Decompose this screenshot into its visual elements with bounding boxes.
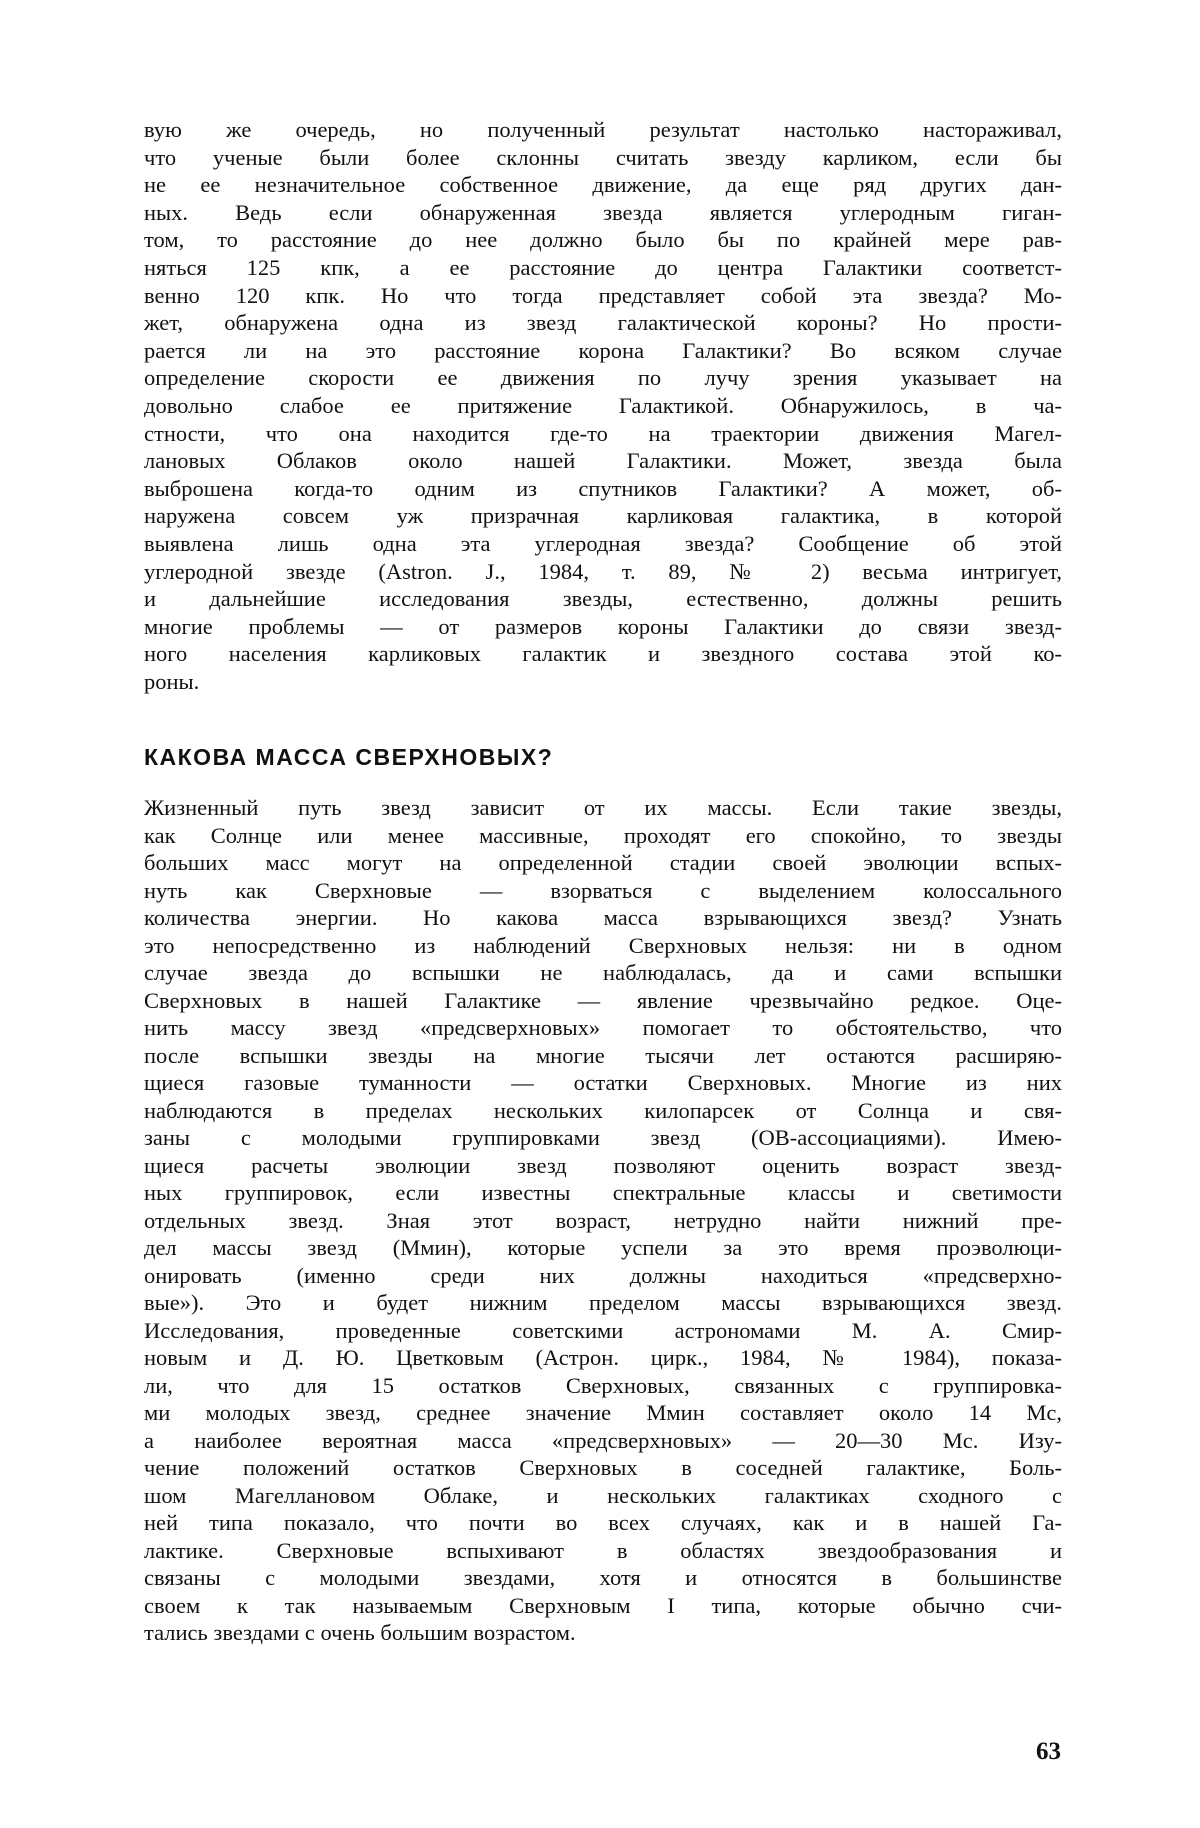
text-line: новым и Д. Ю. Цветковым (Астрон. цирк., 1984, № 1984), показа- bbox=[144, 1345, 1062, 1370]
text-line: наружена совсем уж призрачная карликовая галактика, в которой bbox=[144, 503, 1062, 529]
text-line: случае звезда до вспышки не наблюдалась, да и сами вспышки bbox=[144, 960, 1062, 985]
text-line: няться 125 кпк, а ее расстояние до центра Галактики соответст- bbox=[144, 254, 1062, 280]
text-line: ли, что для 15 остатков Сверхновых, связанных с группировка- bbox=[144, 1372, 1062, 1398]
text-line: чение положений остатков Сверхновых в соседней галактике, Боль- bbox=[144, 1455, 1062, 1480]
text-line: ней типа показало, что почти во всех случаях, как и в нашей Га- bbox=[144, 1510, 1062, 1535]
text-line: как Солнце или менее массивные, проходят его спокойно, то звезды bbox=[144, 822, 1062, 848]
text-line: лановых Облаков около нашей Галактики. Может, звезда была bbox=[144, 448, 1062, 474]
text-line: наблюдаются в пределах нескольких килопарсек от Солнца и свя- bbox=[144, 1097, 1062, 1123]
text-line: ных. Ведь если обнаруженная звезда является углеродным гиган- bbox=[144, 199, 1062, 225]
text-line: после вспышки звезды на многие тысячи лет остаются расширяю- bbox=[144, 1042, 1062, 1068]
text-line: венно 120 кпк. Но что тогда представляет собой эта звезда? Мо- bbox=[144, 282, 1062, 308]
text-line: нуть как Сверхновые — взорваться с выделением колоссального bbox=[144, 877, 1062, 903]
page-number: 63 bbox=[1036, 1738, 1061, 1765]
text-line: тались звездами с очень большим возрастом. bbox=[144, 1620, 576, 1645]
text-line: вую же очередь, но полученный результат настолько настораживал, bbox=[144, 117, 1062, 142]
text-line: нить массу звезд «предсверхновых» помогает то обстоятельство, что bbox=[144, 1015, 1062, 1040]
text-line: отдельных звезд. Зная этот возраст, нетрудно найти нижний пре- bbox=[144, 1207, 1062, 1233]
text-line: своем к так называемым Сверхновым I типа, которые обычно счи- bbox=[144, 1592, 1062, 1618]
section-paragraph bbox=[144, 794, 1062, 1647]
top-paragraph-block bbox=[144, 116, 1062, 695]
text-line: выявлена лишь одна эта углеродная звезда? Сообщение об этой bbox=[144, 530, 1062, 556]
text-line: и дальнейшие исследования звезды, естественно, должны решить bbox=[144, 586, 1062, 612]
text-line: онировать (именно среди них должны находиться «предсверхно- bbox=[144, 1262, 1062, 1288]
text-line: что ученые были более склонны считать звезду карликом, если бы bbox=[144, 144, 1062, 170]
section-heading: КАКОВА МАССА СВЕРХНОВЫХ? bbox=[144, 744, 554, 770]
text-line: Жизненный путь звезд зависит от их массы. Если такие звезды, bbox=[144, 795, 1062, 820]
text-line: а наиболее вероятная масса «предсверхновых» — 20—30 Mс. Изу- bbox=[144, 1427, 1062, 1453]
text-line: рается ли на это расстояние корона Галактики? Во всяком случае bbox=[144, 337, 1062, 363]
text-line: не ее незначительное собственное движение, да еще ряд других дан- bbox=[144, 172, 1062, 198]
text-line: связаны с молодыми звездами, хотя и относятся в большинстве bbox=[144, 1565, 1062, 1590]
text-line: вые»). Это и будет нижним пределом массы взрывающихся звезд. bbox=[144, 1290, 1062, 1315]
text-line: многие проблемы — от размеров короны Галактики до связи звезд- bbox=[144, 613, 1062, 639]
text-line: определение скорости ее движения по лучу зрения указывает на bbox=[144, 365, 1062, 391]
text-line: стности, что она находится где-то на траектории движения Магел- bbox=[144, 420, 1062, 446]
text-line: углеродной звезде (Astron. J., 1984, т. 89, № 2) весьма интригует, bbox=[144, 558, 1062, 584]
text-line: дел массы звезд (Mмин), которые успели за это время проэволюци- bbox=[144, 1235, 1062, 1260]
text-line: щиеся расчеты эволюции звезд позволяют оценить возраст звезд- bbox=[144, 1152, 1062, 1178]
text-line: выброшена когда-то одним из спутников Галактики? А может, об- bbox=[144, 475, 1062, 501]
text-line: Сверхновых в нашей Галактике — явление чрезвычайно редкое. Оце- bbox=[144, 987, 1062, 1013]
text-line: роны. bbox=[144, 668, 200, 694]
text-line: Исследования, проведенные советскими астрономами М. А. Смир- bbox=[144, 1317, 1062, 1343]
text-line: том, то расстояние до нее должно было бы по крайней мере рав- bbox=[144, 227, 1062, 253]
text-line: довольно слабое ее притяжение Галактикой. Обнаружилось, в ча- bbox=[144, 392, 1062, 418]
text-line: заны с молодыми группировками звезд (ОВ-ассоциациями). Имею- bbox=[144, 1125, 1062, 1150]
text-line: щиеся газовые туманности — остатки Сверхновых. Многие из них bbox=[144, 1070, 1062, 1095]
text-line: ми молодых звезд, среднее значение Mмин составляет около 14 Mс, bbox=[144, 1400, 1062, 1425]
text-line: это непосредственно из наблюдений Сверхновых нельзя: ни в одном bbox=[144, 932, 1062, 958]
top-paragraph bbox=[144, 116, 1062, 695]
text-line: ных группировок, если известны спектральные классы и светимости bbox=[144, 1180, 1062, 1205]
text-line: больших масс могут на определенной стадии своей эволюции вспых- bbox=[144, 850, 1062, 875]
text-line: шом Магеллановом Облаке, и нескольких галактиках сходного с bbox=[144, 1482, 1062, 1508]
text-line: жет, обнаружена одна из звезд галактической короны? Но прости- bbox=[144, 310, 1062, 336]
text-line: ного населения карликовых галактик и звездного состава этой ко- bbox=[144, 641, 1062, 667]
text-line: лактике. Сверхновые вспыхивают в областях звездообразования и bbox=[144, 1537, 1062, 1563]
section-body bbox=[144, 794, 1062, 1647]
text-line: количества энергии. Но какова масса взрывающихся звезд? Узнать bbox=[144, 905, 1062, 930]
